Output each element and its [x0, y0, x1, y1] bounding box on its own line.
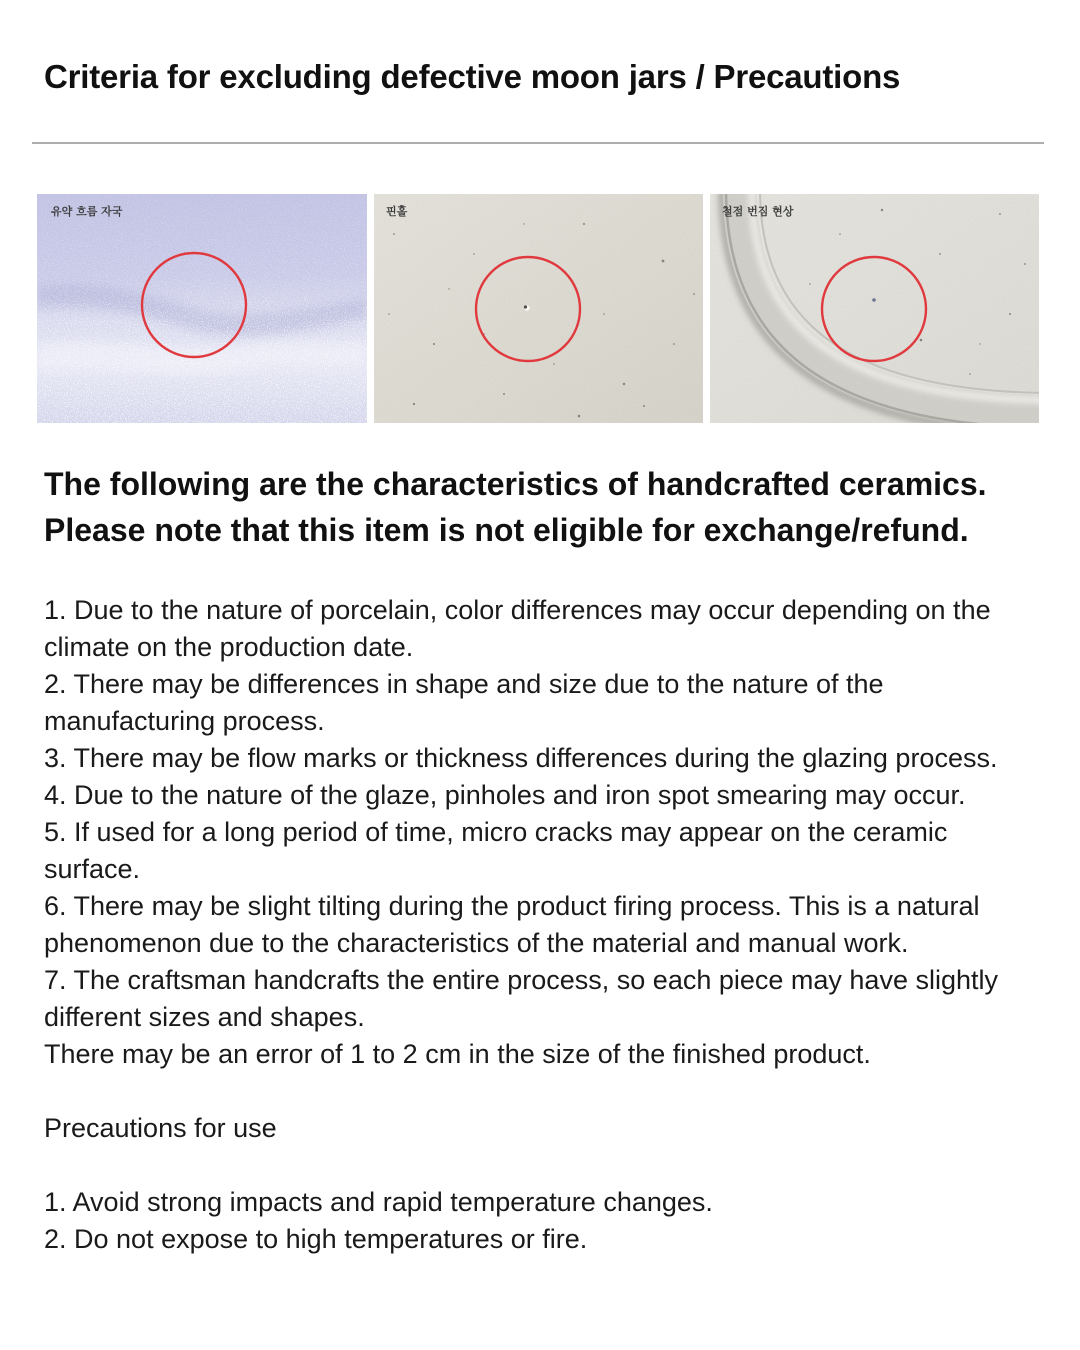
defect-photo-glaze-flow-marks [37, 194, 367, 423]
iron-spot [872, 298, 876, 302]
divider [32, 142, 1044, 144]
characteristic-item: 2. There may be differences in shape and size due to the nature of the manufacturing process. [44, 669, 884, 736]
characteristics-list [44, 592, 1016, 1258]
photo-label: 유약 흐름 자국 [51, 205, 123, 218]
characteristic-item: 1. Due to the nature of porcelain, color differences may occur depending on the climate on the production date. [44, 595, 991, 662]
defect-photo-iron-spot-smearing [710, 194, 1039, 423]
notice-heading [44, 461, 1044, 553]
characteristic-item: 5. If used for a long period of time, micro cracks may appear on the ceramic surface. [44, 817, 948, 884]
spacer [44, 1073, 1016, 1110]
photo-label: 핀홀 [386, 205, 408, 218]
precaution-item: 2. Do not expose to high temperatures or fire. [44, 1224, 588, 1254]
notice-heading-line: Please note that this item is not eligible for exchange/refund. [44, 512, 969, 548]
precautions-heading: Precautions for use [44, 1113, 277, 1143]
size-tolerance-note: There may be an error of 1 to 2 cm in the size of the finished product. [44, 1039, 871, 1069]
notice-heading-line: The following are the characteristics of handcrafted ceramics. [44, 466, 987, 502]
defect-photo-pinhole [374, 194, 703, 423]
precaution-item: 1. Avoid strong impacts and rapid temperature changes. [44, 1187, 713, 1217]
defect-photo-row [0, 194, 1080, 423]
page-title: Criteria for excluding defective moon jars / Precautions [44, 58, 901, 95]
characteristic-item: 7. The craftsman handcrafts the entire process, so each piece may have slightly different sizes and shapes. [44, 965, 998, 1032]
characteristic-item: 6. There may be slight tilting during the product firing process. This is a natural phenomenon due to the characteristics of the material and manual work. [44, 891, 980, 958]
characteristic-item: 3. There may be flow marks or thickness differences during the glazing process. [44, 743, 998, 773]
photo-label: 철점 번짐 현상 [722, 205, 794, 218]
characteristic-item: 4. Due to the nature of the glaze, pinholes and iron spot smearing may occur. [44, 780, 966, 810]
spacer [44, 1147, 1016, 1184]
